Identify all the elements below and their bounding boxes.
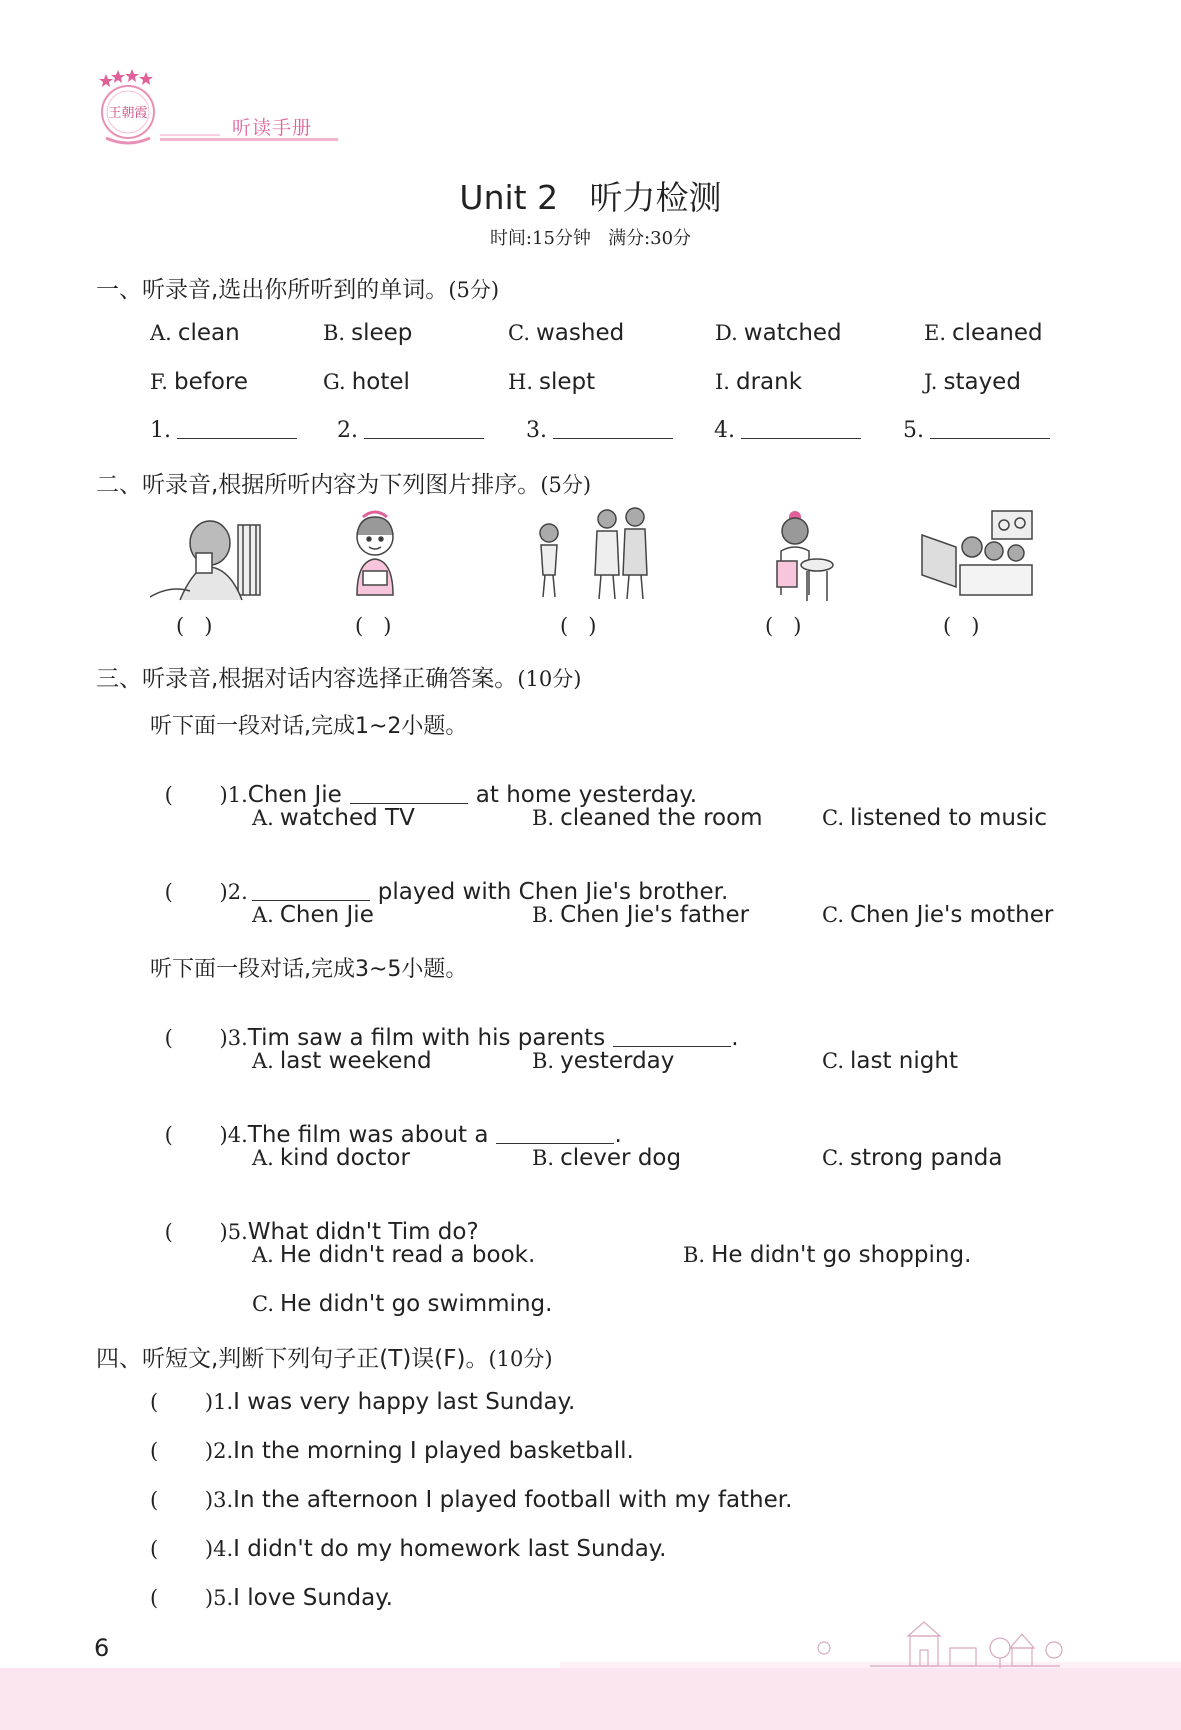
section1-heading-text: 一、听录音,选出你所听到的单词。	[96, 277, 449, 303]
dialogue-intro-2: 听下面一段对话,完成3~5小题。	[150, 957, 468, 982]
dialogue-intro-1: 听下面一段对话,完成1~2小题。	[150, 714, 468, 739]
picture-order-blank-3[interactable]: ( )	[560, 614, 597, 638]
picture-sneezing-man	[150, 505, 268, 605]
q3-option-c: C. last night	[822, 1048, 958, 1074]
question-5: ( )5.What didn't Tim do?	[164, 1219, 479, 1245]
q4-option-a: A. kind doctor	[252, 1145, 410, 1171]
tf-paren-1[interactable]: ( )	[150, 1390, 214, 1414]
option-f: F. before	[150, 369, 249, 395]
tf-paren-4[interactable]: ( )	[150, 1537, 214, 1561]
option-c: C. washed	[508, 320, 625, 346]
answer-blank-1[interactable]: 1.	[150, 418, 297, 443]
q3-option-a: A. last weekend	[252, 1048, 432, 1074]
picture-order-blank-5[interactable]: ( )	[943, 614, 980, 638]
question-1: ( )1.Chen Jie at home yesterday.	[164, 782, 698, 808]
section2-heading: 二、听录音,根据所听内容为下列图片排序。(5分)	[96, 472, 592, 498]
fill-blank-q3[interactable]	[613, 1045, 731, 1047]
q4-option-b: B. clever dog	[532, 1145, 682, 1171]
page-title: Unit 2 听力检测	[459, 178, 722, 217]
q1-option-b: B. cleaned the room	[532, 805, 763, 831]
question-4: ( )4.The film was about a .	[164, 1122, 622, 1148]
page-number: 6	[94, 1634, 110, 1662]
q2-option-b: B. Chen Jie's father	[532, 902, 750, 928]
q3-option-b: B. yesterday	[532, 1048, 675, 1074]
picture-boy-and-adults	[535, 505, 653, 605]
picture-order-blank-2[interactable]: ( )	[355, 614, 392, 638]
option-h: H. slept	[508, 369, 596, 395]
answer-paren-q2[interactable]: ( )	[164, 880, 228, 904]
tf-paren-3[interactable]: ( )	[150, 1488, 214, 1512]
answer-paren-q5[interactable]: ( )	[164, 1220, 228, 1244]
picture-girl-reading	[335, 505, 453, 605]
option-j: J. stayed	[924, 369, 1021, 395]
section1-score: (5分)	[448, 278, 500, 302]
q5-option-c: C. He didn't go swimming.	[252, 1291, 553, 1317]
header-accent-line	[160, 134, 220, 136]
q1-option-c: C. listened to music	[822, 805, 1047, 831]
q4-option-c: C. strong panda	[822, 1145, 1003, 1171]
fill-blank-q4[interactable]	[496, 1142, 614, 1144]
tf-item-3: ( )3.In the afternoon I played football with my father.	[150, 1487, 793, 1513]
answer-paren-q1[interactable]: ( )	[164, 783, 228, 807]
option-i: I. drank	[715, 369, 803, 395]
fill-blank-q2[interactable]	[252, 899, 370, 901]
handbook-label: 听读手册	[232, 117, 313, 139]
option-e: E. cleaned	[924, 320, 1043, 346]
fill-blank-q1[interactable]	[350, 802, 468, 804]
answer-blank-3[interactable]: 3.	[526, 418, 673, 443]
option-d: D. watched	[715, 320, 842, 346]
svg-text:王朝霞: 王朝霞	[108, 106, 148, 121]
tf-item-4: ( )4.I didn't do my homework last Sunday.	[150, 1536, 667, 1562]
answer-blank-5[interactable]: 5.	[903, 418, 1050, 443]
answer-paren-q3[interactable]: ( )	[164, 1026, 228, 1050]
question-2: ( )2. played with Chen Jie's brother.	[164, 879, 729, 905]
answer-blank-2[interactable]: 2.	[337, 418, 484, 443]
footer-town-illustration	[810, 1618, 1070, 1678]
question-3: ( )3.Tim saw a film with his parents .	[164, 1025, 739, 1051]
picture-family-watching-tv	[920, 505, 1038, 605]
q2-option-a: A. Chen Jie	[252, 902, 374, 928]
answer-blank-4[interactable]: 4.	[714, 418, 861, 443]
tf-paren-5[interactable]: ( )	[150, 1586, 214, 1610]
time-and-score: 时间:15分钟 满分:30分	[489, 228, 692, 249]
q5-option-a: A. He didn't read a book.	[252, 1242, 536, 1268]
section3-heading: 三、听录音,根据对话内容选择正确答案。(10分)	[96, 666, 582, 692]
picture-order-blank-4[interactable]: ( )	[765, 614, 802, 638]
picture-order-blank-1[interactable]: ( )	[176, 614, 213, 638]
q5-option-b: B. He didn't go shopping.	[683, 1242, 972, 1268]
section1-heading	[96, 271, 499, 304]
answer-paren-q4[interactable]: ( )	[164, 1123, 228, 1147]
tf-paren-2[interactable]: ( )	[150, 1439, 214, 1463]
tf-item-5: ( )5.I love Sunday.	[150, 1585, 393, 1611]
publisher-logo	[92, 68, 164, 152]
picture-girl-cooking	[745, 505, 863, 605]
q2-option-c: C. Chen Jie's mother	[822, 902, 1054, 928]
option-b: B. sleep	[323, 320, 413, 346]
tf-item-1: ( )1.I was very happy last Sunday.	[150, 1389, 576, 1415]
option-g: G. hotel	[323, 369, 410, 395]
tf-item-2: ( )2.In the morning I played basketball.	[150, 1438, 634, 1464]
section4-heading: 四、听短文,判断下列句子正(T)误(F)。(10分)	[96, 1346, 553, 1372]
option-a: A. clean	[150, 320, 240, 346]
q1-option-a: A. watched TV	[252, 805, 415, 831]
